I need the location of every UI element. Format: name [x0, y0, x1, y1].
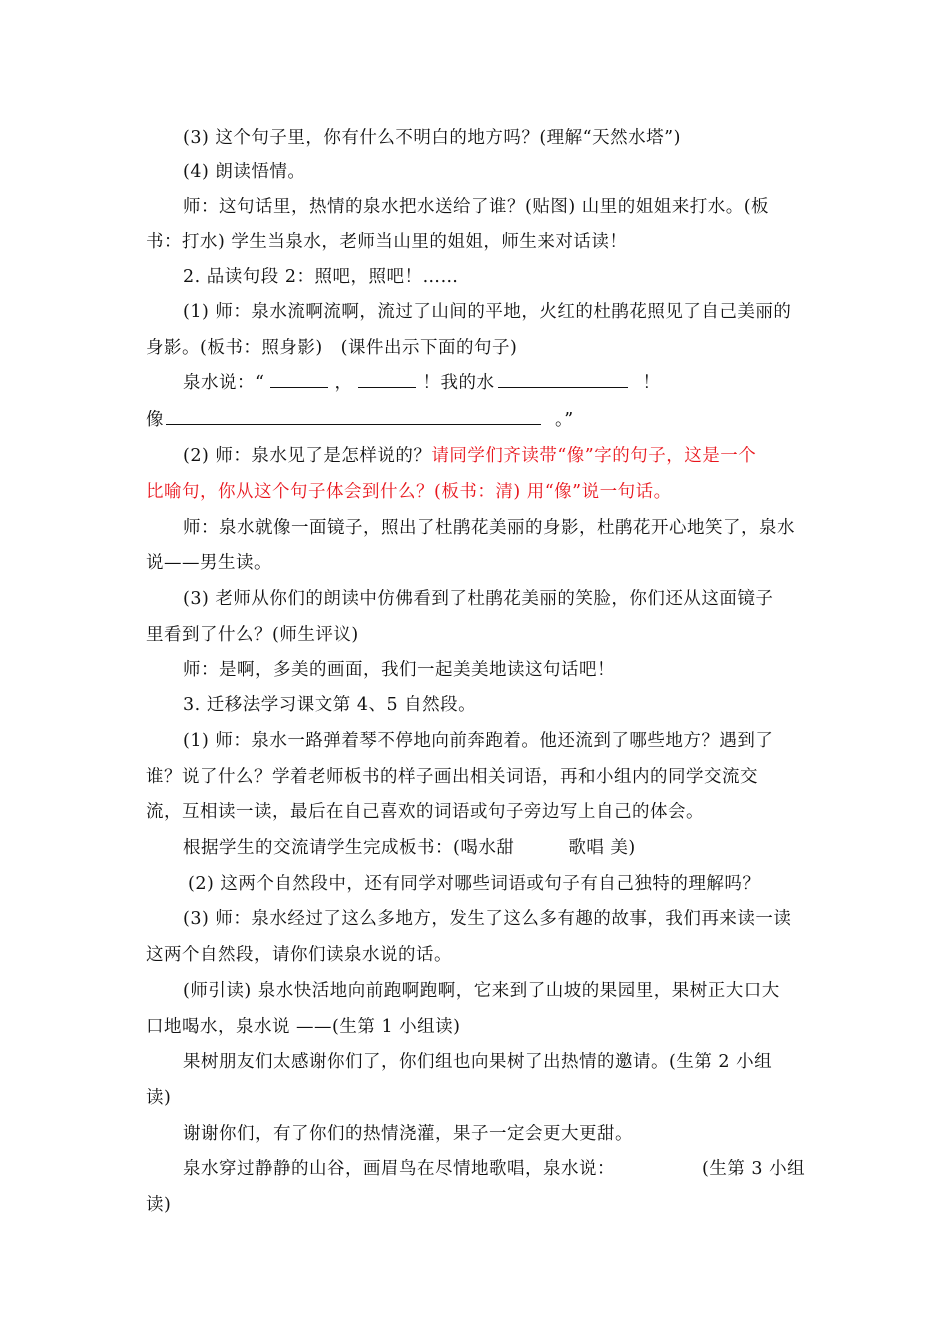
text-line: (1) 师：泉水流啊流啊，流过了山间的平地，火红的杜鹃花照见了自己美丽的: [183, 302, 792, 322]
blank-mid: ！我的水: [422, 373, 495, 393]
fill-blank-line: [146, 408, 574, 432]
text-line: (1) 师：泉水一路弹着琴不停地向前奔跑着。他还流到了哪些地方？遇到了: [183, 731, 774, 751]
text-line: (师引读) 泉水快活地向前跑啊跑啊，它来到了山坡的果园里，果树正大口大: [183, 981, 780, 1001]
fill-blank-line: [183, 371, 660, 395]
text-line: 读): [146, 1088, 172, 1108]
text-line: 泉水穿过静静的山谷，画眉鸟在尽情地歌唱，泉水说：: [183, 1159, 615, 1179]
text-line: 果树朋友们太感谢你们了，你们组也向果树了出热情的邀请。(生第 2 小组: [183, 1052, 773, 1072]
text-line: 师：这句话里，热情的泉水把水送给了谁？(贴图) 山里的姐姐来打水。(板: [183, 197, 770, 217]
blank-sep: ，: [334, 373, 353, 393]
text-line: (生第 3 小组: [702, 1159, 806, 1179]
text-line: [183, 444, 756, 468]
text-line: (3) 这个句子里，你有什么不明白的地方吗？(理解“天然水塔”): [183, 128, 681, 148]
blank-1: [270, 371, 328, 388]
blank-end: 。”: [555, 410, 574, 430]
text-line: 里看到了什么？(师生评议): [146, 625, 359, 645]
text-line: (3) 老师从你们的朗读中仿佛看到了杜鹃花美丽的笑脸，你们还从这面镜子: [183, 589, 774, 609]
text-line: 说——男生读。: [146, 553, 272, 573]
text-highlight: 请同学们齐读带“像”字的句子，这是一个: [431, 446, 757, 466]
text-line: 流，互相读一读，最后在自己喜欢的词语或句子旁边写上自己的体会。: [146, 802, 704, 822]
text-line: 师：泉水就像一面镜子，照出了杜鹃花美丽的身影，杜鹃花开心地笑了，泉水: [183, 518, 795, 538]
text-normal: (2) 师：泉水见了是怎样说的？: [183, 446, 432, 466]
blank-end: ！: [642, 373, 661, 393]
text-line: (3) 师：泉水经过了这么多地方，发生了这么多有趣的故事，我们再来读一读: [183, 909, 792, 929]
text-line: 身影。(板书：照身影) (课件出示下面的句子): [146, 338, 518, 358]
text-line: 读): [146, 1195, 172, 1215]
blank-4: [166, 408, 541, 425]
text-line: 师：是啊，多美的画面，我们一起美美地读这句话吧！: [183, 660, 615, 680]
blank-2: [358, 371, 416, 388]
text-line: (4) 朗读悟情。: [183, 162, 306, 182]
text-line: 书：打水) 学生当泉水，老师当山里的姐姐，师生来对话读！: [146, 232, 628, 252]
blank-prefix: 泉水说：“: [183, 373, 265, 393]
text-line: 谢谢你们，有了你们的热情浇灌，果子一定会更大更甜。: [183, 1124, 633, 1144]
text-line: (2) 这两个自然段中，还有同学对哪些词语或句子有自己独特的理解吗？: [188, 874, 761, 894]
text-line: 口地喝水，泉水说 ——(生第 1 小组读): [146, 1017, 461, 1037]
text-line: 根据学生的交流请学生完成板书：(喝水甜 歌唱 美): [183, 838, 636, 858]
text-line: 这两个自然段，请你们读泉水说的话。: [146, 945, 452, 965]
text-highlight-line: 比喻句，你从这个句子体会到什么？(板书：清) 用“像”说一句话。: [146, 482, 672, 502]
section-heading: 3. 迁移法学习课文第 4、5 自然段。: [183, 695, 477, 715]
blank-prefix: 像: [146, 410, 164, 430]
blank-3: [498, 371, 628, 388]
section-heading: 2. 品读句段 2：照吧，照吧！……: [183, 267, 459, 287]
text-line: 谁？说了什么？学着老师板书的样子画出相关词语，再和小组内的同学交流交: [146, 767, 758, 787]
